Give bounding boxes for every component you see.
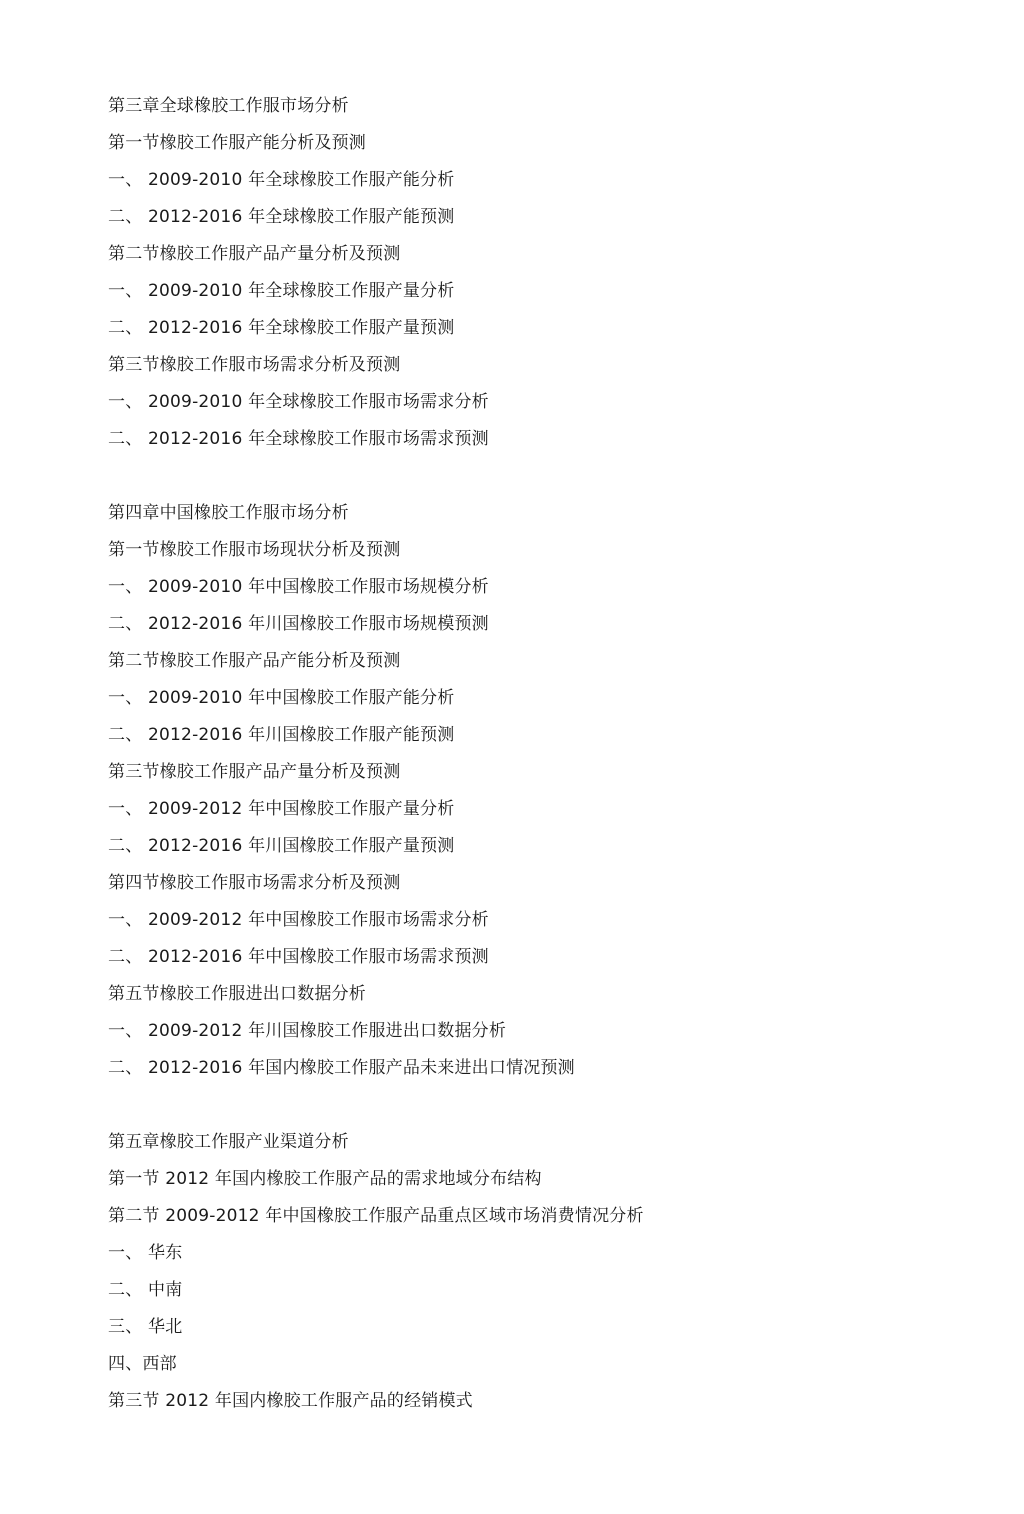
section-heading: 第一节橡胶工作服市场现状分析及预测	[108, 540, 401, 560]
list-item: 四、西部	[108, 1354, 177, 1374]
section-heading: 第二节橡胶工作服产品产量分析及预测	[108, 244, 401, 264]
section-heading: 第三节橡胶工作服产品产量分析及预测	[108, 762, 401, 782]
section-heading: 第三节橡胶工作服市场需求分析及预测	[108, 355, 401, 375]
section-heading: 第五节橡胶工作服进出口数据分析	[108, 984, 366, 1004]
list-item: 一、 2009-2010 年中国橡胶工作服市场规模分析	[108, 577, 489, 597]
chapter-4-block	[108, 495, 988, 1087]
chapter-3-block	[108, 88, 988, 458]
list-item: 一、 2009-2012 年中国橡胶工作服产量分析	[108, 799, 455, 819]
document-page	[108, 88, 988, 1420]
section-heading: 第二节 2009-2012 年中国橡胶工作服产品重点区域市场消费情况分析	[108, 1206, 644, 1226]
list-item: 一、 2009-2010 年中国橡胶工作服产能分析	[108, 688, 455, 708]
section-heading: 第一节橡胶工作服产能分析及预测	[108, 133, 366, 153]
list-item: 三、 华北	[108, 1317, 183, 1337]
chapter-heading: 第五章橡胶工作服产业渠道分析	[108, 1132, 349, 1152]
list-item: 一、 2009-2010 年全球橡胶工作服产能分析	[108, 170, 455, 190]
section-heading: 第三节 2012 年国内橡胶工作服产品的经销模式	[108, 1391, 473, 1411]
list-item: 一、 2009-2010 年全球橡胶工作服产量分析	[108, 281, 455, 301]
list-item: 一、 华东	[108, 1243, 183, 1263]
list-item: 二、 2012-2016 年全球橡胶工作服市场需求预测	[108, 429, 489, 449]
section-heading: 第二节橡胶工作服产品产能分析及预测	[108, 651, 401, 671]
list-item: 二、 2012-2016 年国内橡胶工作服产品未来进出口情况预测	[108, 1058, 575, 1078]
list-item: 一、 2009-2010 年全球橡胶工作服市场需求分析	[108, 392, 489, 412]
list-item: 二、 2012-2016 年中国橡胶工作服市场需求预测	[108, 947, 489, 967]
chapter-5-block	[108, 1124, 988, 1420]
list-item: 二、 2012-2016 年川国橡胶工作服市场规模预测	[108, 614, 489, 634]
list-item: 一、 2009-2012 年中国橡胶工作服市场需求分析	[108, 910, 489, 930]
list-item: 二、 2012-2016 年全球橡胶工作服产量预测	[108, 318, 455, 338]
list-item: 二、 中南	[108, 1280, 183, 1300]
list-item: 二、 2012-2016 年川国橡胶工作服产能预测	[108, 725, 455, 745]
paragraph-gap	[108, 1087, 988, 1124]
section-heading: 第一节 2012 年国内橡胶工作服产品的需求地域分布结构	[108, 1169, 542, 1189]
chapter-heading: 第四章中国橡胶工作服市场分析	[108, 503, 349, 523]
section-heading: 第四节橡胶工作服市场需求分析及预测	[108, 873, 401, 893]
paragraph-gap	[108, 458, 988, 495]
chapter-heading: 第三章全球橡胶工作服市场分析	[108, 96, 349, 116]
list-item: 一、 2009-2012 年川国橡胶工作服进出口数据分析	[108, 1021, 507, 1041]
list-item: 二、 2012-2016 年全球橡胶工作服产能预测	[108, 207, 455, 227]
list-item: 二、 2012-2016 年川国橡胶工作服产量预测	[108, 836, 455, 856]
